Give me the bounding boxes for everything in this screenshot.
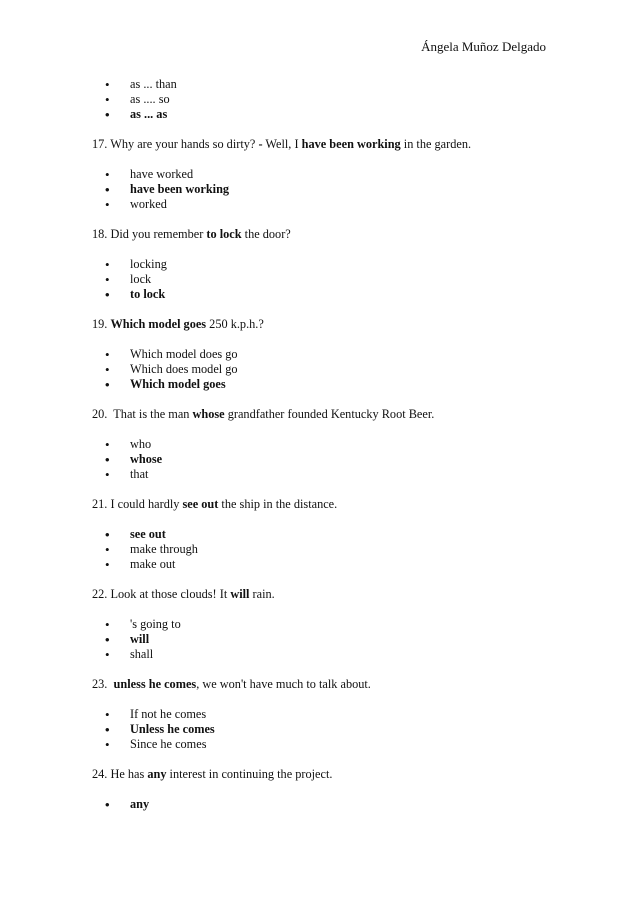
- option-item-correct: • will: [92, 632, 562, 647]
- question-block: [92, 137, 562, 212]
- option-item: • 's going to: [92, 617, 562, 632]
- option-item: • Since he comes: [92, 737, 562, 752]
- option-item: • who: [92, 437, 562, 452]
- question-text: [92, 317, 562, 332]
- option-item-correct: • see out: [92, 527, 562, 542]
- intro-option-list: [92, 77, 562, 122]
- question-text: [92, 677, 562, 692]
- option-item-correct: • Unless he comes: [92, 722, 562, 737]
- option-item: • Which does model go: [92, 362, 562, 377]
- question-text: [92, 767, 562, 782]
- question-answer-highlight: to lock: [206, 227, 242, 241]
- question-answer-highlight: see out: [182, 497, 219, 511]
- question-answer-highlight: have been working: [301, 137, 401, 151]
- question-text-fragment: Well, I: [262, 137, 302, 151]
- option-list: [92, 797, 562, 812]
- option-list: [92, 437, 562, 482]
- question-block: [92, 407, 562, 482]
- worksheet-content: [92, 77, 562, 812]
- question-text-fragment: grandfather founded Kentucky Root Beer.: [224, 407, 435, 421]
- option-list: [92, 617, 562, 662]
- question-answer-highlight: any: [147, 767, 167, 781]
- option-item-correct: • have been working: [92, 182, 562, 197]
- option-item: • as ... as: [92, 107, 562, 122]
- option-list: [92, 527, 562, 572]
- option-list: [92, 707, 562, 752]
- question-block: [92, 227, 562, 302]
- option-item: • make out: [92, 557, 562, 572]
- question-block: [92, 587, 562, 662]
- question-block: [92, 767, 562, 812]
- option-item: • locking: [92, 257, 562, 272]
- option-item-correct: • to lock: [92, 287, 562, 302]
- question-text: [92, 407, 562, 422]
- question-text-fragment: 19.: [92, 317, 111, 331]
- question-text-fragment: in the garden.: [400, 137, 472, 151]
- question-text-fragment: 250 k.p.h.?: [206, 317, 264, 331]
- question-text-fragment: 23.: [92, 677, 114, 691]
- question-answer-highlight: will: [230, 587, 250, 601]
- author-header: Ángela Muñoz Delgado: [421, 39, 546, 54]
- question-answer-highlight: Which model goes: [110, 317, 207, 331]
- option-item-correct: • Which model goes: [92, 377, 562, 392]
- option-item: • have worked: [92, 167, 562, 182]
- question-text: [92, 587, 562, 602]
- question-text-fragment: rain.: [249, 587, 275, 601]
- question-text-fragment: the ship in the distance.: [218, 497, 338, 511]
- question-block: [92, 497, 562, 572]
- question-text-fragment: 22. Look at those clouds! It: [92, 587, 231, 601]
- question-text-fragment: 17. Why are your hands so dirty?: [92, 137, 259, 151]
- question-block: [92, 317, 562, 392]
- option-item: • make through: [92, 542, 562, 557]
- option-item: • as .... so: [92, 92, 562, 107]
- option-item: • If not he comes: [92, 707, 562, 722]
- question-text-fragment: , we won't have much to talk about.: [196, 677, 371, 691]
- option-item: • worked: [92, 197, 562, 212]
- option-list: [92, 347, 562, 392]
- question-list: [92, 137, 562, 812]
- question-block: [92, 677, 562, 752]
- question-text-fragment: 20. That is the man: [92, 407, 193, 421]
- question-text-fragment: interest in continuing the project.: [166, 767, 333, 781]
- question-answer-highlight: unless he comes: [113, 677, 197, 691]
- question-text: [92, 227, 562, 242]
- question-answer-highlight: -: [258, 137, 263, 151]
- question-text-fragment: the door?: [241, 227, 291, 241]
- option-item: • Which model does go: [92, 347, 562, 362]
- option-item-correct: • any: [92, 797, 562, 812]
- question-answer-highlight: whose: [192, 407, 225, 421]
- option-item: • lock: [92, 272, 562, 287]
- option-item: • as ... than: [92, 77, 562, 92]
- question-text-fragment: 21. I could hardly: [92, 497, 183, 511]
- option-item: • shall: [92, 647, 562, 662]
- question-text-fragment: 18. Did you remember: [92, 227, 207, 241]
- question-text: [92, 497, 562, 512]
- option-item: • that: [92, 467, 562, 482]
- option-item-correct: • whose: [92, 452, 562, 467]
- question-text-fragment: 24. He has: [92, 767, 148, 781]
- question-text: [92, 137, 562, 152]
- option-list: [92, 167, 562, 212]
- option-list: [92, 257, 562, 302]
